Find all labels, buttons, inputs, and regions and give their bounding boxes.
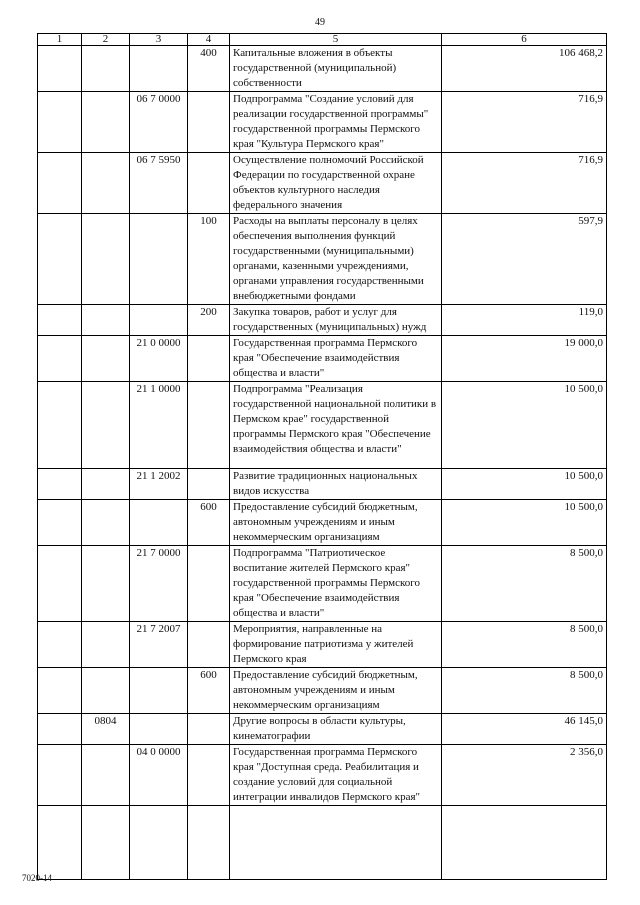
table-row [38,214,607,305]
cell-description: Подпрограмма "Реализация государственной национальной политики в Пермском крае" государственной программы Пермского края "Обеспечение взаимодействия общества и власти" [230,382,442,469]
table-row [38,336,607,382]
cell-expense-type [188,382,230,469]
cell-col1 [38,500,82,546]
cell-target-code: 21 1 0000 [130,382,188,469]
cell-col1 [38,622,82,668]
cell-amount: 8 500,0 [442,622,607,668]
cell-target-code: 21 7 0000 [130,546,188,622]
cell-expense-type: 600 [188,668,230,714]
page-number: 49 [315,17,325,28]
cell-amount: 8 500,0 [442,546,607,622]
cell-expense-type: 100 [188,214,230,305]
cell-col1 [38,46,82,92]
cell-col1 [38,668,82,714]
cell-target-code [130,668,188,714]
table-row [38,92,607,153]
header-col-1: 1 [38,34,82,46]
table-row [38,153,607,214]
cell-expense-type [188,469,230,500]
cell-amount: 597,9 [442,214,607,305]
cell-expense-type [188,622,230,668]
cell-col1 [38,745,82,806]
cell-target-code: 04 0 0000 [130,745,188,806]
cell-description: Предоставление субсидий бюджетным, автономным учреждениям и иным некоммерческим организациям [230,668,442,714]
cell-amount: 46 145,0 [442,714,607,745]
cell-target-code [130,806,188,880]
footer-code: 7020-14 [22,873,52,883]
cell-col1 [38,336,82,382]
cell-expense-type [188,336,230,382]
cell-target-code: 06 7 5950 [130,153,188,214]
cell-description: Закупка товаров, работ и услуг для государственных (муниципальных) нужд [230,305,442,336]
cell-target-code: 21 1 2002 [130,469,188,500]
table-row [38,305,607,336]
cell-description: Капитальные вложения в объекты государственной (муниципальной) собственности [230,46,442,92]
cell-target-code [130,305,188,336]
cell-section-code [82,546,130,622]
cell-amount: 8 500,0 [442,668,607,714]
cell-col1 [38,546,82,622]
cell-amount: 19 000,0 [442,336,607,382]
header-col-3: 3 [130,34,188,46]
cell-target-code [130,714,188,745]
cell-expense-type: 400 [188,46,230,92]
cell-section-code [82,622,130,668]
cell-section-code [82,469,130,500]
table-row [38,500,607,546]
cell-expense-type [188,92,230,153]
cell-amount: 716,9 [442,153,607,214]
cell-col1 [38,382,82,469]
cell-description: Другие вопросы в области культуры, кинематографии [230,714,442,745]
cell-target-code [130,46,188,92]
cell-section-code [82,214,130,305]
cell-amount: 10 500,0 [442,500,607,546]
cell-amount [442,806,607,880]
cell-target-code: 21 0 0000 [130,336,188,382]
table-row [38,714,607,745]
cell-col1 [38,214,82,305]
cell-description: Подпрограмма "Создание условий для реализации государственной программы" государственной программы Пермского края "Культура Пермского края" [230,92,442,153]
cell-description: Расходы на выплаты персоналу в целях обеспечения выполнения функций государственными (муниципальными) органами, казенными учреждениями, органами управления государственными внебюджетными фондами [230,214,442,305]
cell-section-code [82,382,130,469]
cell-section-code: 0804 [82,714,130,745]
table-body [38,46,607,880]
cell-col1 [38,305,82,336]
cell-col1 [38,714,82,745]
cell-section-code [82,92,130,153]
table-row [38,745,607,806]
cell-description: Мероприятия, направленные на формирование патриотизма у жителей Пермского края [230,622,442,668]
cell-expense-type [188,714,230,745]
cell-section-code [82,806,130,880]
table-row [38,668,607,714]
cell-description [230,806,442,880]
cell-col1 [38,92,82,153]
cell-target-code [130,500,188,546]
cell-section-code [82,46,130,92]
cell-description: Государственная программа Пермского края "Обеспечение взаимодействия общества и власти" [230,336,442,382]
cell-col1 [38,469,82,500]
cell-amount: 119,0 [442,305,607,336]
cell-expense-type [188,806,230,880]
header-col-6: 6 [442,34,607,46]
cell-description: Осуществление полномочий Российской Федерации по государственной охране объектов культурного наследия федерального значения [230,153,442,214]
table-row [38,546,607,622]
cell-section-code [82,668,130,714]
cell-amount: 716,9 [442,92,607,153]
cell-col1 [38,153,82,214]
cell-description: Предоставление субсидий бюджетным, автономным учреждениям и иным некоммерческим организациям [230,500,442,546]
cell-col1 [38,806,82,880]
budget-table [37,33,607,880]
cell-target-code: 21 7 2007 [130,622,188,668]
cell-amount: 106 468,2 [442,46,607,92]
cell-section-code [82,305,130,336]
cell-amount: 10 500,0 [442,382,607,469]
cell-amount: 10 500,0 [442,469,607,500]
cell-expense-type: 600 [188,500,230,546]
cell-section-code [82,745,130,806]
cell-description: Развитие традиционных национальных видов искусства [230,469,442,500]
table-row [38,46,607,92]
cell-section-code [82,153,130,214]
cell-target-code [130,214,188,305]
table-row [38,806,607,880]
table-row [38,469,607,500]
cell-description: Государственная программа Пермского края "Доступная среда. Реабилитация и создание условий для социальной интеграции инвалидов Пермского края" [230,745,442,806]
cell-expense-type [188,546,230,622]
header-col-4: 4 [188,34,230,46]
header-col-5: 5 [230,34,442,46]
table-row [38,382,607,469]
cell-section-code [82,336,130,382]
cell-target-code: 06 7 0000 [130,92,188,153]
table-row [38,622,607,668]
table-header-row [38,34,607,46]
cell-expense-type [188,153,230,214]
cell-expense-type [188,745,230,806]
cell-expense-type: 200 [188,305,230,336]
cell-amount: 2 356,0 [442,745,607,806]
header-col-2: 2 [82,34,130,46]
cell-description: Подпрограмма "Патриотическое воспитание жителей Пермского края" государственной программы Пермского края "Обеспечение взаимодействия общества и власти" [230,546,442,622]
cell-section-code [82,500,130,546]
